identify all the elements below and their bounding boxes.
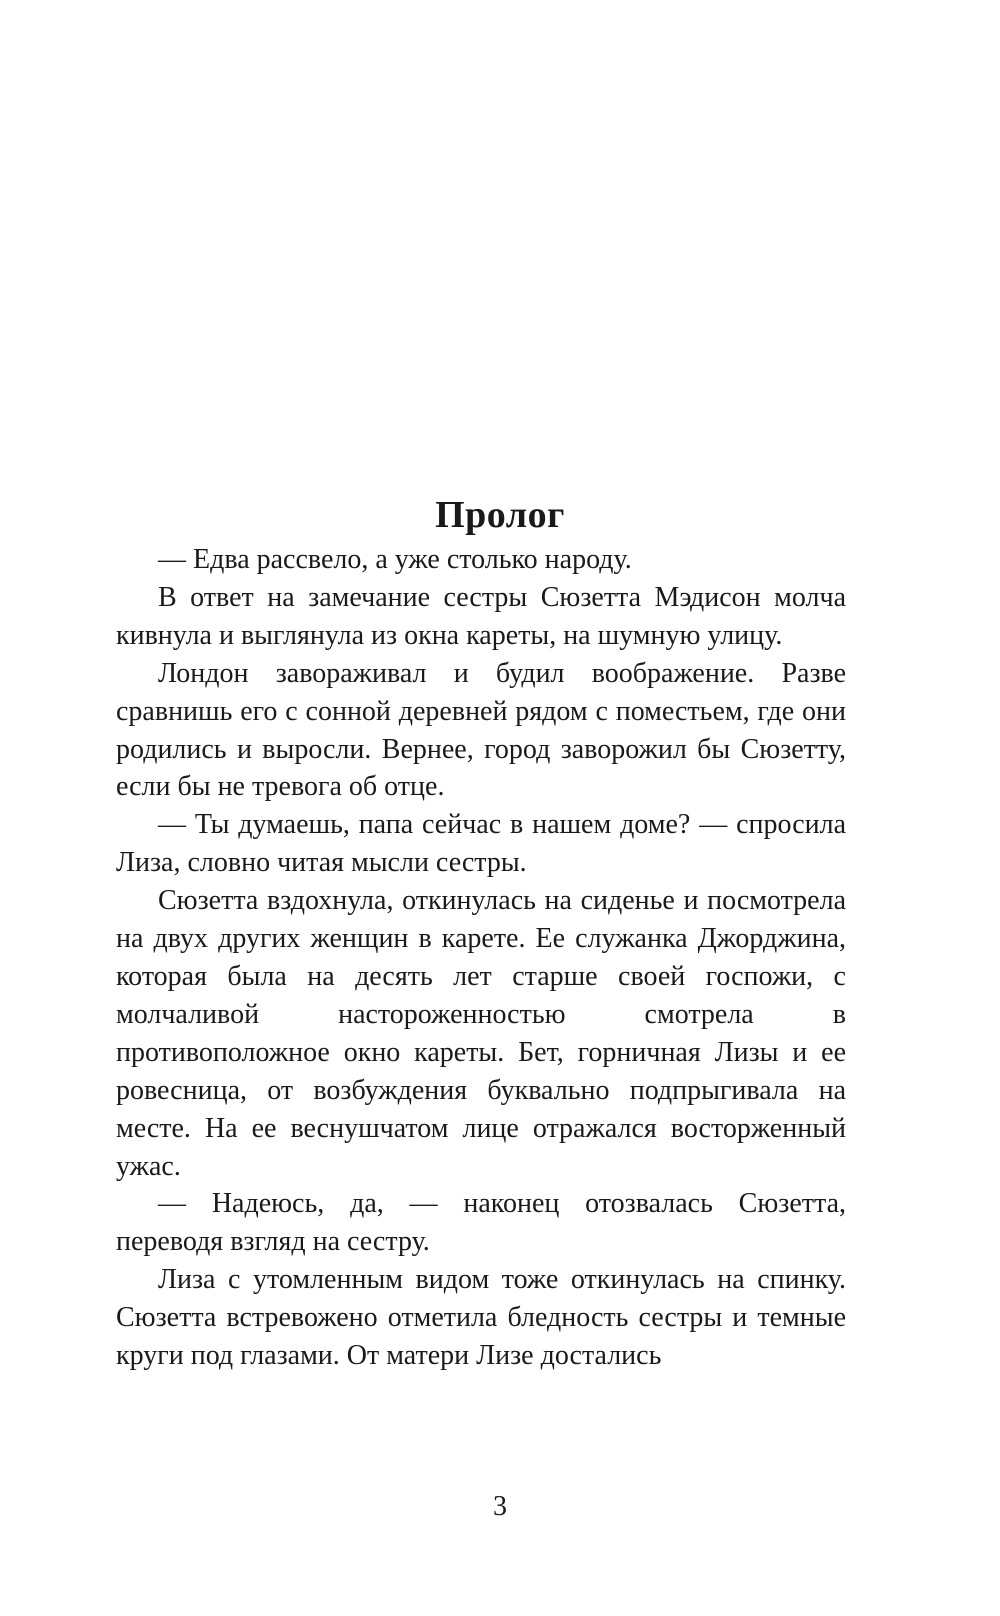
paragraph: — Едва рассвело, а уже столько народу. [158,544,632,575]
paragraph: — Ты думаешь, папа сейчас в нашем доме? — спросила Лиза, словно читая мысли сестры. [116,809,846,879]
paragraph: — Надеюсь, да, — наконец отозвалась Сюзетта, переводя взгляд на сестру. [116,1188,846,1258]
paragraph: Лондон завораживал и будил воображение. Разве сравнишь его с сонной деревней рядом с поместьем, где они родились и выросли. Вернее, город заворожил бы Сюзетту, если бы не тревога об отце. [116,657,846,803]
body-text [116,541,846,1375]
paragraph: Лиза с утомленным видом тоже откинулась на спинку. Сюзетта встревожено отметила бледность сестры и темные круги под глазами. От матери Лизе достались [116,1264,846,1372]
paragraph: Сюзетта вздохнула, откинулась на сиденье и посмотрела на двух других женщин в карете. Ее служанка Джорджина, которая была на десять лет старше своей госпожи, с молчаливой настороженностью смотрела в противоположное окно кареты. Бет, горничная Лизы и ее ровесница, от возбуждения буквально подпрыгивала на месте. На ее веснушчатом лице отражался восторженный ужас. [116,885,846,1182]
chapter-title: Пролог [435,494,565,537]
page-number: 3 [493,1491,507,1522]
paragraph: В ответ на замечание сестры Сюзетта Мэдисон молча кивнула и выглянула из окна кареты, на шумную улицу. [116,581,846,651]
